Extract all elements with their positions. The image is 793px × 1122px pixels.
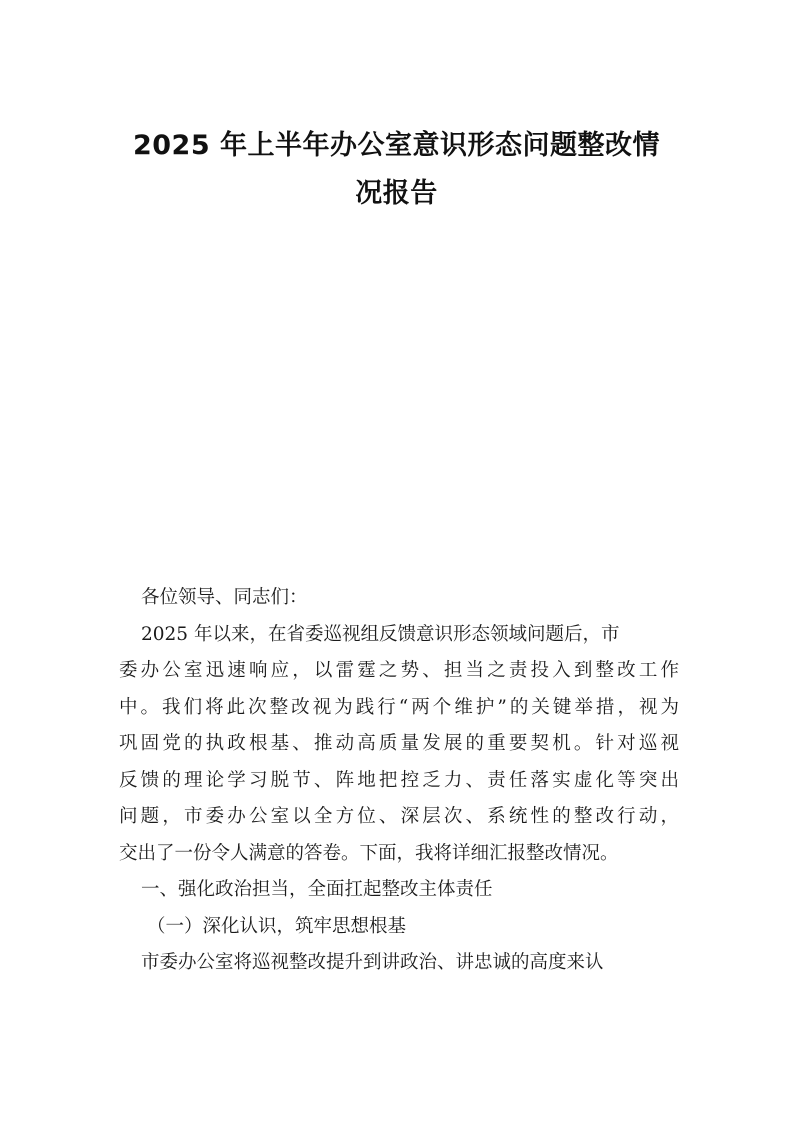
paragraph-1-line-6: 问题，市委办公室以全方位、深层次、系统性的整改行动， <box>119 806 679 827</box>
title-line-1: 2025 年上半年办公室意识形态问题整改情 <box>132 130 661 161</box>
paragraph-1-line-4: 巩固党的执政根基、推动高质量发展的重要契机。针对巡视 <box>119 733 679 754</box>
title-line-2: 况报告 <box>355 178 438 209</box>
document-title <box>100 122 693 218</box>
salutation: 各位领导、同志们： <box>141 587 308 608</box>
document-body <box>119 580 679 982</box>
paragraph-1-line-5: 反馈的理论学习脱节、阵地把控乏力、责任落实虚化等突出 <box>119 769 679 791</box>
paragraph-1-line-1: 2025 年以来，在省委巡视组反馈意识形态领域问题后，市 <box>141 623 620 645</box>
paragraph-1-line-3: 中。我们将此次整改视为践行“两个维护”的关键举措，视为 <box>119 696 679 718</box>
paragraph-1-line-7: 交出了一份令人满意的答卷。下面，我将详细汇报整改情况。 <box>119 842 619 864</box>
section-heading-1: 一、强化政治担当，全面扛起整改主体责任 <box>141 879 493 900</box>
paragraph-1-line-2: 委办公室迅速响应，以雷霆之势、担当之责投入到整改工作 <box>119 660 679 681</box>
subsection-heading-1: （一）深化认识，筑牢思想根基 <box>147 915 407 937</box>
paragraph-2-line-1: 市委办公室将巡视整改提升到讲政治、讲忠诚的高度来认 <box>141 952 604 973</box>
